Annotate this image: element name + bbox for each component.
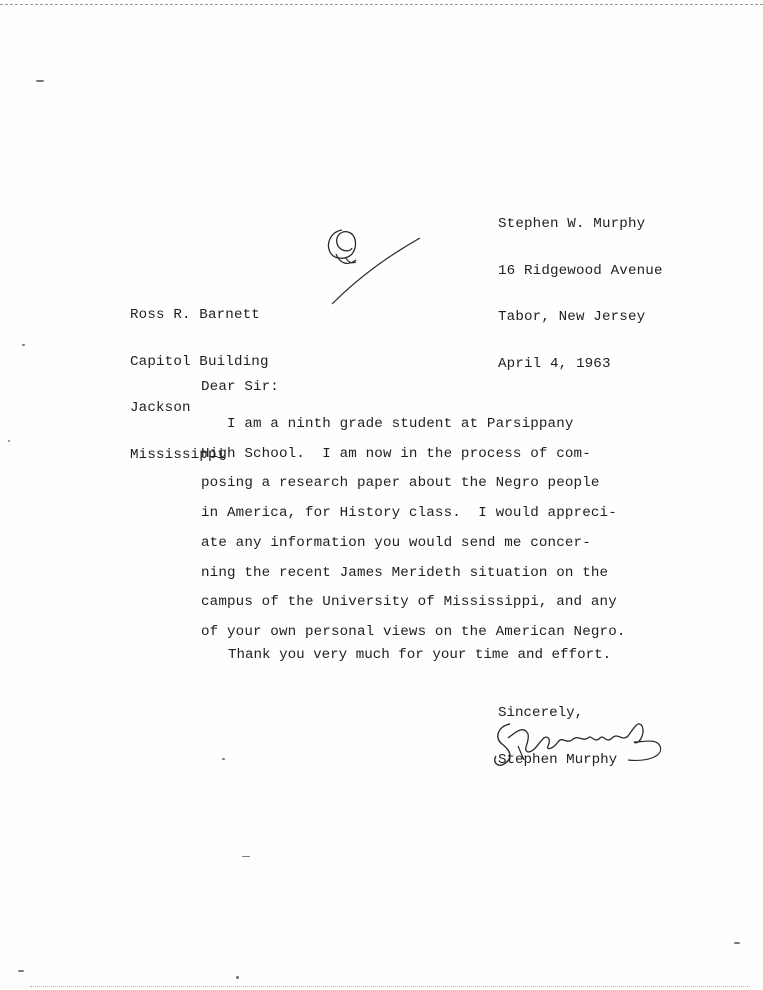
body-line: ate any information you would send me concer- — [201, 534, 591, 551]
body-line: in America, for History class. I would appreci- — [201, 505, 617, 522]
body-line: of your own personal views on the American Negro. — [201, 623, 626, 640]
bottom-edge-line — [30, 986, 750, 988]
body-line: campus of the University of Mississippi, and any — [201, 594, 617, 611]
top-edge-line — [0, 4, 763, 6]
letter-date: April 4, 1963 — [498, 355, 611, 372]
scan-speck — [242, 856, 250, 857]
typed-signature-name: Stephen Murphy — [498, 752, 618, 768]
sender-city: Tabor, New Jersey — [498, 309, 646, 325]
body-line: ning the recent James Merideth situation on the — [201, 564, 609, 581]
thank-you-line: Thank you very much for your time and effort. — [228, 647, 612, 663]
sender-street: 16 Ridgewood Avenue — [498, 262, 663, 279]
sender-address-block — [498, 186, 663, 403]
complimentary-close: Sincerely, — [498, 705, 584, 721]
recipient-state: Mississippi — [130, 446, 226, 463]
scan-speck — [222, 758, 225, 760]
scan-speck — [236, 976, 239, 979]
scan-speck — [18, 970, 24, 972]
salutation: Dear Sir: — [201, 379, 279, 395]
recipient-name: Ross R. Barnett — [130, 307, 260, 323]
letter-body — [201, 410, 651, 648]
body-line: I am a ninth grade student at Parsippany — [201, 416, 574, 432]
recipient-city: Jackson — [130, 400, 191, 416]
scan-speck — [36, 80, 44, 82]
sender-name: Stephen W. Murphy — [498, 216, 646, 232]
scan-speck — [22, 344, 25, 346]
recipient-building: Capitol Building — [130, 353, 269, 370]
handwritten-filing-mark — [322, 224, 426, 308]
scan-speck — [734, 942, 740, 944]
body-line: High School. I am now in the process of com- — [201, 445, 591, 462]
scan-speck — [8, 440, 10, 442]
body-line: posing a research paper about the Negro people — [201, 475, 600, 492]
